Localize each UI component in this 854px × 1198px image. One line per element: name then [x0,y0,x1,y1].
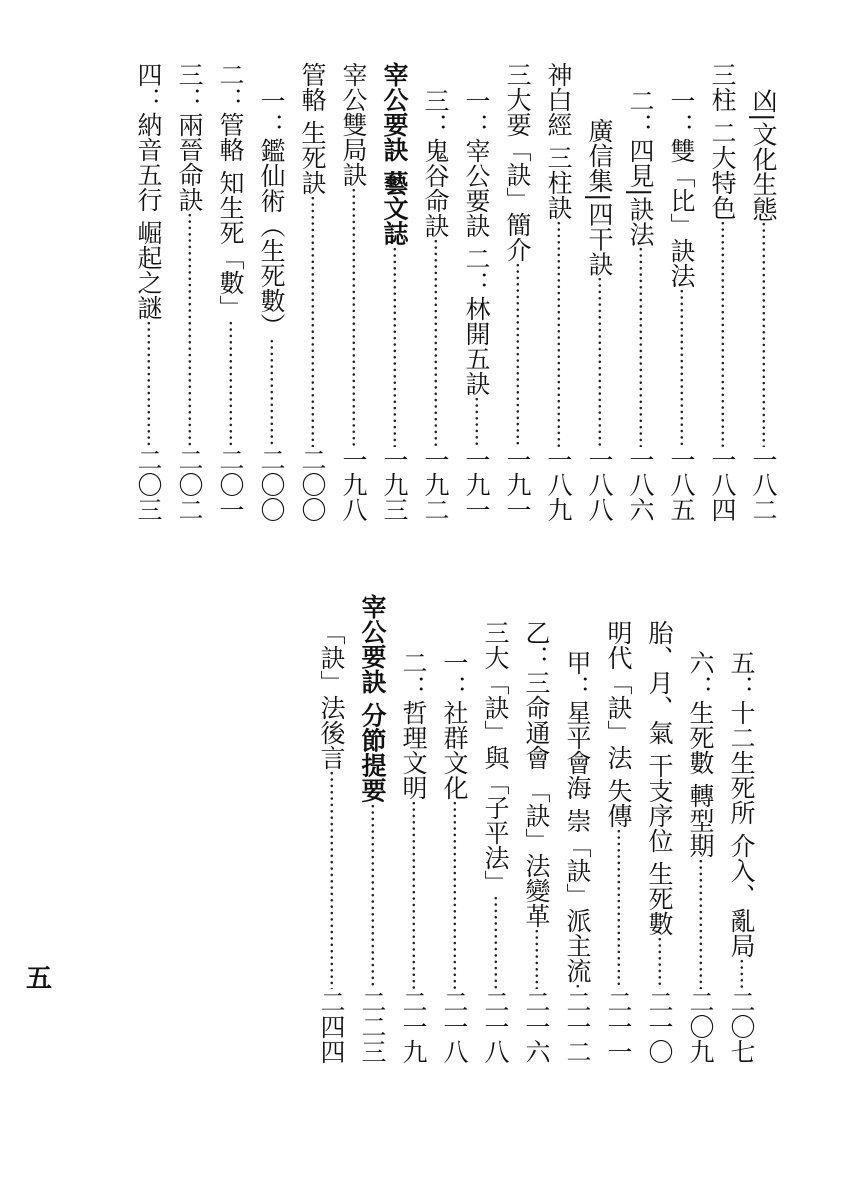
entry-title: 凶|文化生態 [749,88,778,222]
leader-dots [208,320,253,447]
leader-dots [372,246,417,447]
toc-entry [639,594,680,1064]
leader-dots [719,958,764,989]
toc-entry [557,594,598,1064]
toc-entry [620,62,661,522]
leader-dots [309,770,354,989]
entry-page: 一九二 [421,447,450,522]
entry-title: 乙：三命通會 「訣」法變革 [522,620,551,928]
section-title: 宰公要訣 分節提要 [358,594,387,803]
toc-entry [333,62,374,522]
leader-dots [454,396,499,447]
entry-page: 一八九 [544,447,573,522]
entry-title: 三柱 二大特色 [708,62,737,220]
toc-entry [497,62,538,522]
page-number: 五 [26,964,53,994]
toc-entry [721,594,762,1064]
toc-entry [393,594,434,1064]
toc-entry [311,594,352,1064]
entry-page: 二一八 [481,989,510,1064]
leader-dots [290,195,335,447]
leader-dots [167,212,212,447]
toc-entry [516,594,557,1064]
entry-page: 一九一 [503,447,532,522]
leader-dots [473,895,518,989]
toc-section-heading [374,62,415,522]
entry-title: 廣信集|四干訣 [585,118,614,277]
leader-dots [432,800,477,989]
section-title: 宰公要訣 藝文誌 [380,62,409,246]
leader-dots [618,246,663,447]
toc-entry [702,62,743,522]
toc-entry [579,62,620,522]
toc-entry [251,62,292,522]
entry-title: 三大要「訣」簡介 [503,62,532,262]
toc-entry [661,62,702,522]
toc-entry [538,62,579,522]
entry-page: 二一六 [522,989,551,1064]
toc-entry [680,594,721,1064]
leader-dots [331,187,376,447]
leader-dots [514,928,559,989]
entry-title: 胎、月、氣 干支序位 生死數 [645,620,674,936]
entry-page: 二四四 [317,989,346,1064]
leader-dots [596,828,641,989]
entry-title: 二：管輅 知生死「數」 [216,62,245,320]
toc-entry [475,594,516,1064]
toc-upper-block [128,62,784,522]
entry-title: 管輅 生死訣 [298,62,327,195]
entry-title: 三：兩晉命訣 [175,62,204,212]
entry-title: 一：雙「比」訣法 [667,88,696,288]
entry-title: 明代「訣」法 失傳 [604,620,633,828]
leader-dots [678,858,723,989]
entry-page: 二〇〇 [298,447,327,522]
entry-page: 二〇三 [134,447,163,522]
entry-title: 一：社群文化 [440,650,469,800]
entry-title: 甲：星平會海 崇「訣」派主流 [563,650,592,983]
entry-page: 一八八 [585,447,614,522]
leader-dots [700,220,745,447]
entry-page: 二〇二 [175,447,204,522]
entry-page: 二〇九 [686,989,715,1064]
toc-section-heading [352,594,393,1064]
entry-page: 一八四 [708,447,737,522]
entry-title: 四：納音五行 崛起之謎 [134,62,163,320]
entry-page: 二一一 [604,989,633,1064]
entry-title: 「訣」法後言 [317,620,346,770]
leader-dots [413,238,458,447]
leader-dots [741,221,786,447]
entry-title: 二：四見|訣法 [626,88,655,247]
leader-dots [495,262,540,447]
entry-page: 二〇一 [216,447,245,522]
entry-page: 一八二 [749,447,778,522]
leader-dots [637,936,682,989]
entry-title: 一：鑑仙術（生死數） [257,88,286,338]
toc-entry [128,62,169,522]
entry-page: 二二三 [358,989,387,1064]
toc-entry [434,594,475,1064]
entry-page: 二一〇 [645,989,674,1064]
entry-title: 神白經 三柱訣 [544,62,573,220]
entry-page: 一九三 [380,447,409,522]
entry-title: 二：哲理文明 [399,650,428,800]
leader-dots [536,220,581,447]
entry-title: 六：生死數 轉型期 [686,650,715,858]
entry-title: 一：宰公要訣 二：林開五訣 [462,88,491,396]
toc-entry [598,594,639,1064]
toc-lower-block [311,594,762,1064]
leader-dots [350,803,395,989]
entry-page: 二一二 [563,989,592,1064]
toc-entry [292,62,333,522]
toc-entry [169,62,210,522]
leader-dots [249,338,294,447]
entry-title: 宰公雙局訣 [339,62,368,187]
leader-dots [659,288,704,447]
entry-page: 二一九 [399,989,428,1064]
entry-page: 二一八 [440,989,469,1064]
entry-page: 一九一 [462,447,491,522]
entry-title: 五：十二生死所 介入、亂局 [727,650,756,958]
entry-page: 一八五 [667,447,696,522]
toc-entry [415,62,456,522]
entry-title: 三大「訣」與「子平法」 [481,620,510,895]
entry-page: 二〇七 [727,989,756,1064]
leader-dots [126,320,171,447]
toc-entry [456,62,497,522]
entry-page: 一九八 [339,447,368,522]
toc-entry [210,62,251,522]
leader-dots [577,276,622,447]
entry-page: 一八六 [626,447,655,522]
entry-title: 三：鬼谷命訣 [421,88,450,238]
toc-entry [743,62,784,522]
leader-dots [391,800,436,989]
entry-page: 二〇〇 [257,447,286,522]
